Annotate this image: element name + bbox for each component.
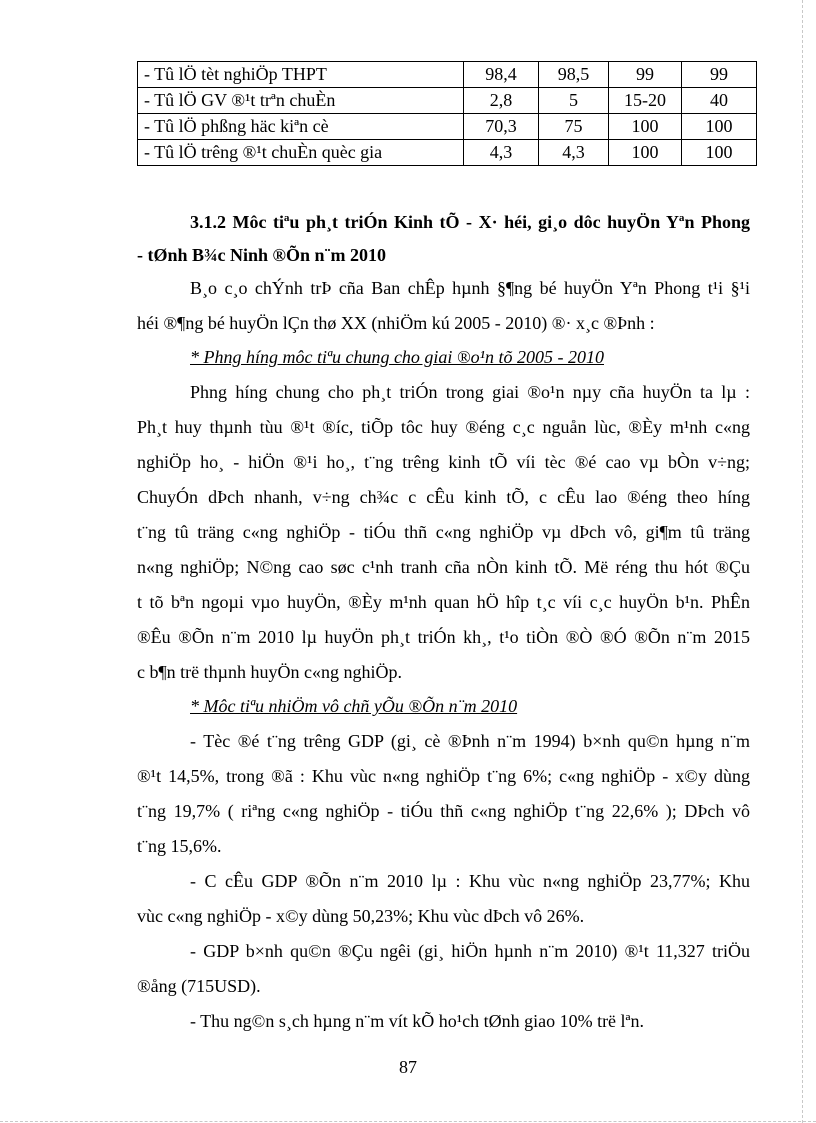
subheading-general-direction: * Phng híng môc tiªu chung cho giai ®o¹n tõ 2005 - 2010	[190, 347, 604, 367]
paragraph-line: Ph¸t huy thµnh tùu ®¹t ®íc, tiÕp tôc huy ®éng c¸c nguån lùc, ®Èy m¹nh c«ng	[137, 417, 750, 437]
cell-value: 4,3	[464, 140, 539, 166]
paragraph-line: - Tèc ®é t¨ng trêng GDP (gi¸ cè ®Þnh n¨m 1994) b×nh qu©n hµng n¨m	[190, 731, 750, 751]
paragraph-line: ®ång (715USD).	[137, 976, 261, 996]
table-row	[138, 88, 757, 114]
education-stats-table	[137, 61, 757, 166]
section-heading: 3.1.2 Môc tiªu ph¸t triÓn Kinh tÕ - X· héi, gi¸o dôc huyÖn Yªn Phong	[190, 212, 750, 232]
paragraph-line: t tõ bªn ngoµi vµo huyÖn, ®Èy m¹nh quan hÖ hîp t¸c víi c¸c huyÖn b¹n. PhÊn	[137, 592, 750, 612]
cell-value: 4,3	[539, 140, 609, 166]
table-row	[138, 140, 757, 166]
paragraph-line: ®Êu ®Õn n¨m 2010 lµ huyÖn ph¸t triÓn kh¸, t¹o tiÒn ®Ò ®Ó ®Õn n¨m 2015	[137, 627, 750, 647]
row-label: - Tû lÖ trêng ®¹t chuÈn quèc gia	[138, 140, 464, 166]
cell-value: 99	[609, 62, 682, 88]
cell-value: 99	[682, 62, 757, 88]
page-edge-right	[802, 0, 803, 1123]
paragraph-line: ®¹t 14,5%, trong ®ã : Khu vùc n«ng nghiÖp t¨ng 6%; c«ng nghiÖp - x©y dùng	[137, 766, 750, 786]
paragraph-line: - C cÊu GDP ®Õn n¨m 2010 lµ : Khu vùc n«ng nghiÖp 23,77%; Khu	[190, 871, 750, 891]
table-row	[138, 114, 757, 140]
page-number: 87	[399, 1057, 417, 1077]
page-edge-bottom	[0, 1121, 816, 1122]
cell-value: 100	[609, 114, 682, 140]
cell-value: 15-20	[609, 88, 682, 114]
paragraph-line: t¨ng tû träng c«ng nghiÖp - tiÓu thñ c«ng nghiÖp vµ dÞch vô, gi¶m tû träng	[137, 522, 750, 542]
row-label: - Tû lÖ GV ®¹t trªn chuÈn	[138, 88, 464, 114]
paragraph-line: c b¶n trë thµnh huyÖn c«ng nghiÖp.	[137, 662, 402, 682]
table-row	[138, 62, 757, 88]
paragraph-line: vùc c«ng nghiÖp - x©y dùng 50,23%; Khu vùc dÞch vô 26%.	[137, 906, 585, 926]
cell-value: 98,5	[539, 62, 609, 88]
cell-value: 100	[609, 140, 682, 166]
paragraph-line: B¸o c¸o chÝnh trÞ cña Ban chÊp hµnh §¶ng bé huyÖn Yªn Phong t¹i §¹i	[190, 278, 750, 298]
cell-value: 98,4	[464, 62, 539, 88]
cell-value: 5	[539, 88, 609, 114]
paragraph-line: t¨ng 19,7% ( riªng c«ng nghiÖp - tiÓu thñ c«ng nghiÖp t¨ng 22,6% ); DÞch vô	[137, 801, 750, 821]
cell-value: 75	[539, 114, 609, 140]
cell-value: 40	[682, 88, 757, 114]
row-label: - Tû lÖ tèt nghiÖp THPT	[138, 62, 464, 88]
cell-value: 100	[682, 114, 757, 140]
paragraph-line: héi ®¶ng bé huyÖn lÇn thø XX (nhiÖm kú 2005 - 2010) ®· x¸c ®Þnh :	[137, 313, 655, 333]
paragraph-line: ChuyÓn dÞch nhanh, v÷ng ch¾c c cÊu kinh tÕ, c cÊu lao ®éng theo híng	[137, 487, 750, 507]
paragraph-line: n«ng nghiÖp; N©ng cao søc c¹nh tranh cña nÒn kinh tÕ. Më réng thu hót ®Çu	[137, 557, 750, 577]
cell-value: 70,3	[464, 114, 539, 140]
paragraph-line: - GDP b×nh qu©n ®Çu ngêi (gi¸ hiÖn hµnh n¨m 2010) ®¹t 11,327 triÖu	[190, 941, 750, 961]
row-label: - Tû lÖ phßng häc kiªn cè	[138, 114, 464, 140]
cell-value: 100	[682, 140, 757, 166]
paragraph-line: t¨ng 15,6%.	[137, 836, 222, 856]
cell-value: 2,8	[464, 88, 539, 114]
paragraph-line: nghiÖp ho¸ - hiÖn ®¹i ho¸, t¨ng trêng kinh tÕ víi tèc ®é cao vµ bÒn v÷ng;	[137, 452, 750, 472]
section-heading-cont: - tØnh B¾c Ninh ®Õn n¨m 2010	[137, 245, 386, 265]
paragraph-line: - Thu ng©n s¸ch hµng n¨m vít kÕ ho¹ch tØnh giao 10% trë lªn.	[190, 1011, 645, 1031]
subheading-main-targets: * Môc tiªu nhiÖm vô chñ yÕu ®Õn n¨m 2010	[190, 696, 518, 716]
paragraph-line: Phng híng chung cho ph¸t triÓn trong giai ®o¹n nµy cña huyÖn ta lµ :	[190, 382, 750, 402]
